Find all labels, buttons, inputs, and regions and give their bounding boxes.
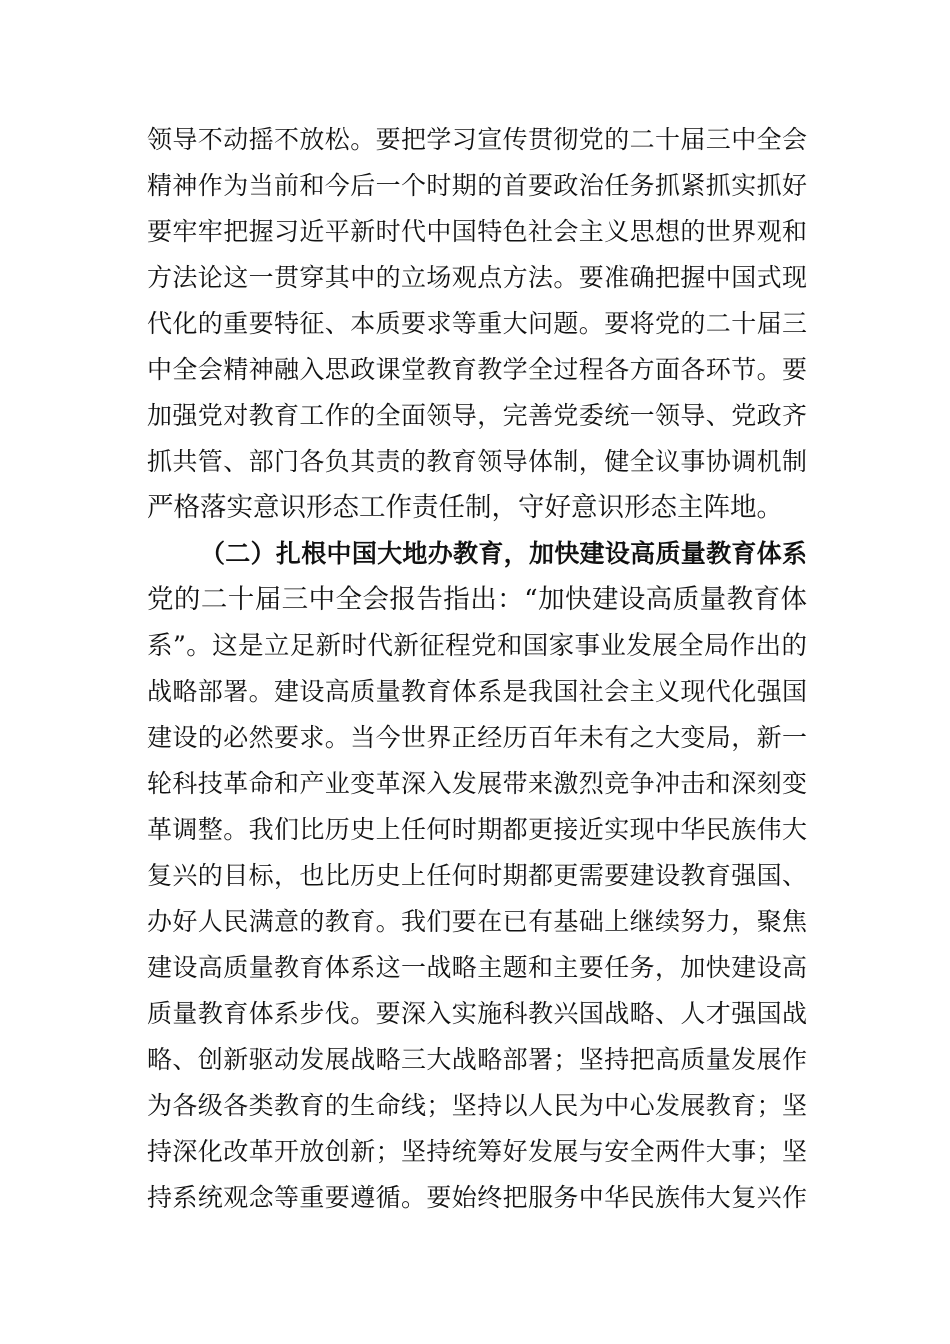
paragraph-1-line: 加强党对教育工作的全面领导，完善党委统一领导、党政齐 xyxy=(147,401,807,430)
paragraph-2-line: 系”。这是立足新时代新征程党和国家事业发展全局作出的 xyxy=(147,631,807,661)
paragraph-2-line: 持深化改革开放创新；坚持统筹好发展与安全两件大事；坚 xyxy=(147,1137,807,1166)
paragraph-1-line: 中全会精神融入思政课堂教育教学全过程各方面各环节。要 xyxy=(147,355,807,384)
paragraph-2-line: 建设高质量教育体系这一战略主题和主要任务，加快建设高 xyxy=(147,953,807,982)
paragraph-1-line: 代化的重要特征、本质要求等重大问题。要将党的二十届三 xyxy=(147,309,807,338)
paragraph-1-line: 精神作为当前和今后一个时期的首要政治任务抓紧抓实抓好 xyxy=(147,171,807,200)
paragraph-2-line: 复兴的目标，也比历史上任何时期都更需要建设教育强国、 xyxy=(147,861,807,890)
paragraph-2-line: 轮科技革命和产业变革深入发展带来激烈竞争冲击和深刻变 xyxy=(147,769,807,798)
section-heading: （二）扎根中国大地办教育，加快建设高质量教育体系 xyxy=(200,539,807,568)
paragraph-1-line: 领导不动摇不放松。要把学习宣传贯彻党的二十届三中全会 xyxy=(147,125,807,154)
paragraph-2-line: 建设的必然要求。当今世界正经历百年未有之大变局，新一 xyxy=(147,723,807,752)
paragraph-2-line: 持系统观念等重要遵循。要始终把服务中华民族伟大复兴作 xyxy=(147,1183,807,1212)
paragraph-1-line: 严格落实意识形态工作责任制，守好意识形态主阵地。 xyxy=(147,492,783,523)
paragraph-2-line: 办好人民满意的教育。我们要在已有基础上继续努力，聚焦 xyxy=(147,907,807,936)
paragraph-2-line: 战略部署。建设高质量教育体系是我国社会主义现代化强国 xyxy=(147,677,807,706)
paragraph-1-line: 方法论这一贯穿其中的立场观点方法。要准确把握中国式现 xyxy=(147,263,807,292)
paragraph-1-line: 要牢牢把握习近平新时代中国特色社会主义思想的世界观和 xyxy=(147,217,807,246)
paragraph-2-line: 党的二十届三中全会报告指出：“加快建设高质量教育体 xyxy=(147,584,807,615)
paragraph-2-line: 质量教育体系步伐。要深入实施科教兴国战略、人才强国战 xyxy=(147,999,807,1028)
paragraph-1-line: 抓共管、部门各负其责的教育领导体制，健全议事协调机制 xyxy=(147,447,807,476)
paragraph-2-line: 略、创新驱动发展战略三大战略部署；坚持把高质量发展作 xyxy=(147,1045,807,1074)
paragraph-2-line: 为各级各类教育的生命线；坚持以人民为中心发展教育；坚 xyxy=(147,1091,807,1120)
paragraph-2-line: 革调整。我们比历史上任何时期都更接近实现中华民族伟大 xyxy=(147,815,807,844)
